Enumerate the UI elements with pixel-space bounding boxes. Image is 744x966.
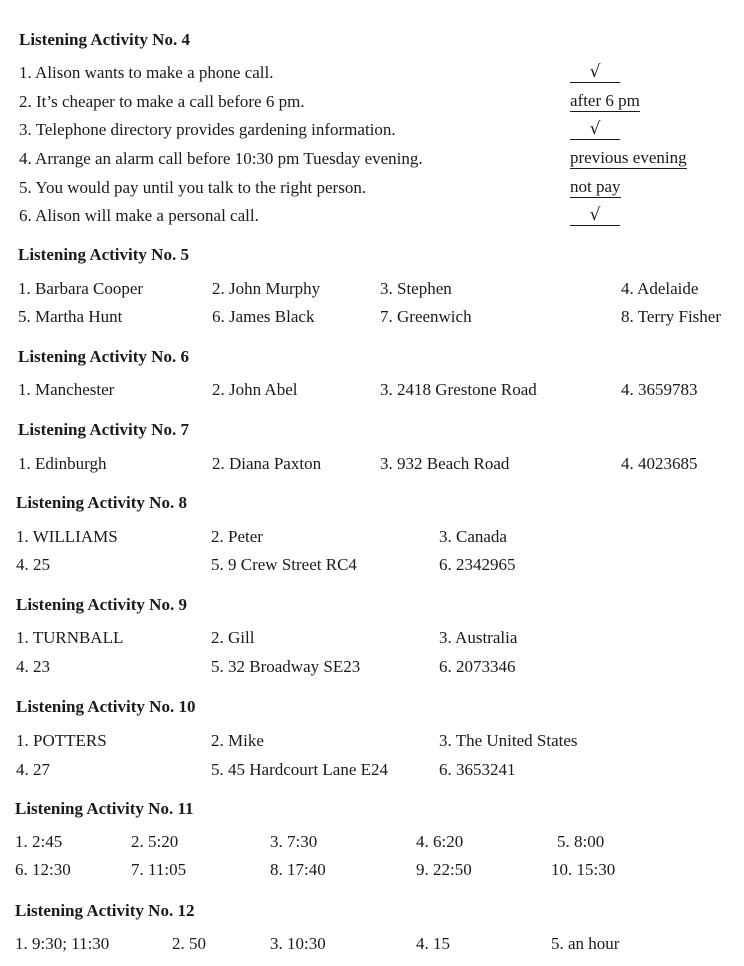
activity-7-item: 1. Edinburgh: [18, 454, 107, 473]
check-mark-answer: √: [570, 205, 620, 226]
activity-11-item: 10. 15:30: [551, 860, 616, 879]
activity-12-item: 2. 50: [172, 934, 206, 953]
activity-5-item: 3. Stephen: [380, 279, 452, 298]
activity-12-item: 3. 10:30: [270, 934, 326, 953]
activity-9-item: 4. 23: [16, 657, 50, 676]
activity-8-heading: Listening Activity No. 8: [16, 493, 187, 512]
activity-4-statement: 3. Telephone directory provides gardening information.: [19, 120, 396, 139]
activity-10-item: 5. 45 Hardcourt Lane E24: [211, 760, 389, 779]
activity-5-item: 2. John Murphy: [212, 279, 321, 298]
activity-4-answer: previous evening: [570, 148, 687, 167]
activity-9-item: 2. Gill: [211, 628, 255, 647]
activity-7-item: 2. Diana Paxton: [212, 454, 322, 473]
activity-11-item: 1. 2:45: [15, 832, 63, 851]
activity-10-item: 6. 3653241: [439, 760, 516, 779]
activity-4-statement: 6. Alison will make a personal call.: [19, 206, 259, 225]
activity-11-item: 9. 22:50: [416, 860, 472, 879]
activity-4-heading: Listening Activity No. 4: [19, 30, 190, 49]
activity-9-heading: Listening Activity No. 9: [16, 595, 187, 614]
activity-4-statement: 5. You would pay until you talk to the right person.: [19, 178, 367, 197]
activity-7-heading: Listening Activity No. 7: [18, 420, 189, 439]
activity-10-heading: Listening Activity No. 10: [16, 697, 196, 716]
activity-4-answer: not pay: [570, 177, 621, 196]
activity-9-item: 3. Australia: [439, 628, 518, 647]
activity-11-item: 8. 17:40: [270, 860, 326, 879]
activity-11-item: 4. 6:20: [416, 832, 464, 851]
activity-10-item: 3. The United States: [439, 731, 578, 750]
activity-5-item: 5. Martha Hunt: [18, 307, 123, 326]
activity-11-item: 2. 5:20: [131, 832, 179, 851]
activity-7-item: 4. 4023685: [621, 454, 698, 473]
activity-8-item: 6. 2342965: [439, 555, 516, 574]
activity-11-item: 7. 11:05: [131, 860, 187, 879]
activity-9-item: 1. TURNBALL: [16, 628, 124, 647]
activity-9-item: 6. 2073346: [439, 657, 516, 676]
activity-8-item: 4. 25: [16, 555, 50, 574]
activity-11-heading: Listening Activity No. 11: [15, 799, 194, 818]
activity-8-item: 5. 9 Crew Street RC4: [211, 555, 357, 574]
activity-4-statement: 1. Alison wants to make a phone call.: [19, 63, 274, 82]
activity-4-statement: 4. Arrange an alarm call before 10:30 pm Tuesday evening.: [19, 149, 423, 168]
activity-12-item: 1. 9:30; 11:30: [15, 934, 110, 953]
activity-7-item: 3. 932 Beach Road: [380, 454, 510, 473]
activity-6-item: 1. Manchester: [18, 380, 115, 399]
activity-6-item: 2. John Abel: [212, 380, 298, 399]
activity-6-heading: Listening Activity No. 6: [18, 347, 189, 366]
check-mark-answer: √: [570, 62, 620, 83]
activity-8-item: 1. WILLIAMS: [16, 527, 118, 546]
activity-4-statement: 2. It’s cheaper to make a call before 6 pm.: [19, 92, 305, 111]
activity-8-item: 2. Peter: [211, 527, 263, 546]
activity-5-heading: Listening Activity No. 5: [18, 245, 189, 264]
activity-8-item: 3. Canada: [439, 527, 507, 546]
check-mark-answer: √: [570, 119, 620, 140]
activity-4-answer: after 6 pm: [570, 91, 640, 110]
activity-11-item: 6. 12:30: [15, 860, 71, 879]
activity-6-item: 4. 3659783: [621, 380, 698, 399]
activity-10-item: 4. 27: [16, 760, 50, 779]
activity-5-item: 8. Terry Fisher: [621, 307, 722, 326]
activity-6-item: 3. 2418 Grestone Road: [380, 380, 537, 399]
activity-5-item: 6. James Black: [212, 307, 315, 326]
activity-10-item: 1. POTTERS: [16, 731, 107, 750]
activity-11-item: 5. 8:00: [557, 832, 605, 851]
activity-5-item: 1. Barbara Cooper: [18, 279, 144, 298]
activity-10-item: 2. Mike: [211, 731, 264, 750]
activity-12-heading: Listening Activity No. 12: [15, 901, 195, 920]
activity-5-item: 7. Greenwich: [380, 307, 472, 326]
activity-12-item: 4. 15: [416, 934, 450, 953]
activity-12-item: 5. an hour: [551, 934, 620, 953]
activity-9-item: 5. 32 Broadway SE23: [211, 657, 361, 676]
activity-11-item: 3. 7:30: [270, 832, 318, 851]
activity-5-item: 4. Adelaide: [621, 279, 699, 298]
